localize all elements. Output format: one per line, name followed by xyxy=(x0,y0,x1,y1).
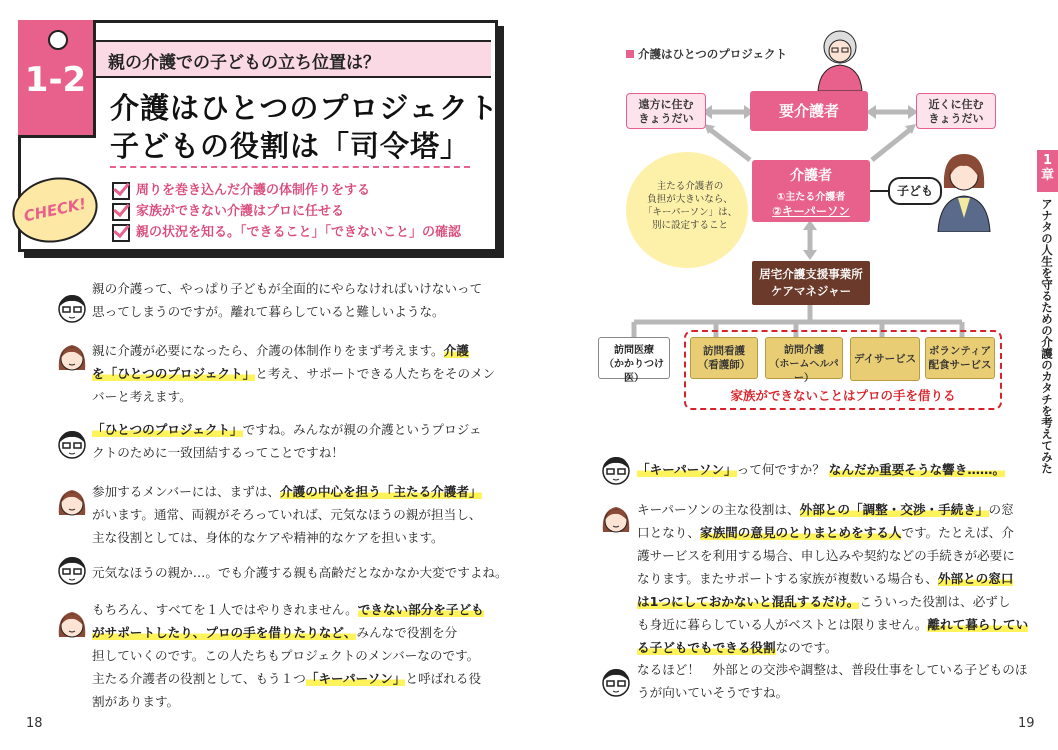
highlight-segment: 「キーパーソン」 xyxy=(305,671,406,686)
text-segment: と呼ばれる役 xyxy=(405,671,482,686)
text-segment: なります。またサポートする家族が複数いる場合も、 xyxy=(637,571,938,586)
checkbox-icon xyxy=(112,224,130,242)
check-item xyxy=(112,221,461,241)
dialogue-line: 護サービスを利用する場合、申し込みや契約などの手続きが必要に xyxy=(637,548,1015,563)
highlight-segment: 介護の中心を担う「主たる介護者」 xyxy=(280,484,482,499)
dialogue-line: クトのために一致団結するってことですね！ xyxy=(92,445,344,460)
chapter-side-tab: 1 章 xyxy=(1037,150,1058,192)
caregiver-role-2: ②キーパーソン xyxy=(772,204,850,218)
text-segment: こういった役割は、必ずし xyxy=(859,594,1011,609)
dialogue-line xyxy=(92,339,495,362)
check-item-text: 親の状況を知る。「できること」「できないこと」の確認 xyxy=(136,225,462,240)
dialogue-line: 親の介護って、やっぱり子どもが全面的にやらなければいけないって xyxy=(92,281,483,296)
text-segment: の窓 xyxy=(988,502,1014,517)
man-avatar-icon xyxy=(598,452,634,488)
highlight-segment: 外部との窓口 xyxy=(937,571,1014,586)
check-item xyxy=(112,200,344,220)
dialogue-line xyxy=(92,480,482,503)
text-segment: って何ですか？ xyxy=(736,462,825,477)
text-segment: みんなで役割を分 xyxy=(356,625,458,640)
tip-bubble-text: 主たる介護者の 負担が大きいなら、 「キーパーソン」は、 別に設定すること xyxy=(642,181,738,231)
man-avatar-icon xyxy=(54,552,90,588)
section-number: 1-2 xyxy=(24,60,87,100)
dialogue-line xyxy=(637,636,1028,659)
caregiver-role-1: ①主たる介護者 xyxy=(776,192,846,203)
woman-avatar-icon xyxy=(598,502,634,538)
dialogue-line xyxy=(637,521,1028,544)
dialogue-line: 割があります。 xyxy=(92,694,180,709)
dialogue-line: なるほど！ 外部との交渉や調整は、普段仕事をしている子どものほ xyxy=(637,662,1028,677)
woman-avatar-icon xyxy=(54,485,90,521)
highlight-segment: 「ひとつのプロジェクト」 xyxy=(92,422,243,437)
diagram-label-text: 介護はひとつのプロジェクト xyxy=(638,47,788,61)
checkbox-icon xyxy=(112,182,130,200)
dialogue-line: うが向いていそうですね。 xyxy=(637,685,789,700)
woman-avatar-icon xyxy=(54,607,90,643)
chapter-side-title: アナタの人生を守るための介護のカタチを考えてみた xyxy=(1040,198,1054,474)
dialogue-9 xyxy=(637,658,1027,704)
dialogue-line xyxy=(92,362,495,385)
check-badge: CHECK! xyxy=(6,170,103,250)
dialogue-2 xyxy=(92,339,495,408)
distant-sibling-box: 遠方に住む きょうだい xyxy=(626,93,706,129)
text-segment: 親に介護が必要になったら、介護の体制作りをまず考えます。 xyxy=(92,343,444,358)
dialogue-line xyxy=(637,567,1028,590)
highlight-segment: を「ひとつのプロジェクト」 xyxy=(92,366,256,381)
text-segment: キーパーソンの主な役割は、 xyxy=(637,502,800,517)
dialogue-line: 思ってしまうのですが。離れて暮らしていると難しいような。 xyxy=(92,304,445,319)
service-visiting-nurse: 訪問看護 （看護師） xyxy=(690,337,758,379)
dialogue-line xyxy=(92,418,482,441)
highlight-segment: 外部との「調整・交渉・手続き」 xyxy=(799,502,989,517)
service-volunteer-meal: ボランティア 配食サービス xyxy=(925,337,995,379)
dialogue-5 xyxy=(92,561,508,584)
man-avatar-icon xyxy=(54,426,90,462)
dialogue-line xyxy=(637,613,1028,636)
cared-person-box: 要介護者 xyxy=(750,91,868,131)
section-subtitle: 親の介護での子どもの立ち位置は？ xyxy=(108,53,380,73)
text-segment: も身近に暮らしている人がベストとは限りません。 xyxy=(637,617,928,632)
dialogue-line: バーと考えます。 xyxy=(92,389,192,404)
highlight-segment: 離れて暮らしてい xyxy=(927,617,1029,632)
man-avatar-icon xyxy=(54,290,90,326)
highlight-segment: は1つにしておかないと混乱するだけ。 xyxy=(637,594,860,609)
dialogue-4 xyxy=(92,480,482,549)
dialogue-6 xyxy=(92,598,484,713)
title-line-1: 介護はひとつのプロジェクト xyxy=(110,91,499,125)
highlight-segment: なんだか重要そうな響き……。 xyxy=(828,462,1006,477)
nearby-sibling-box: 近くに住む きょうだい xyxy=(916,93,996,129)
child-label: 子ども xyxy=(888,177,942,205)
highlight-segment: がサポートしたり、プロの手を借りたりなど、 xyxy=(92,625,357,640)
highlight-segment: できない部分を子ども xyxy=(357,602,484,617)
service-home-helper: 訪問介護 （ホームヘルパー） xyxy=(765,337,843,379)
care-manager-box: 居宅介護支援事業所 ケアマネジャー xyxy=(752,261,870,305)
dialogue-8 xyxy=(637,498,1028,659)
text-segment: 参加するメンバーには、まずは、 xyxy=(92,484,281,499)
tab-hole-icon xyxy=(48,30,68,50)
dialogue-line xyxy=(637,498,1028,521)
dialogue-7 xyxy=(637,458,1005,481)
text-segment: ですね。みんなが親の介護というプロジェ xyxy=(242,422,482,437)
dialogue-line xyxy=(92,598,484,621)
highlight-segment: 家族間の意見のとりまとめをする人 xyxy=(699,525,902,540)
chapter-tab xyxy=(18,20,96,138)
text-segment: なのです。 xyxy=(775,640,838,655)
text-segment: もちろん、すべてを１人ではやりきれません。 xyxy=(92,602,358,617)
checkbox-icon xyxy=(112,203,130,221)
check-item-text: 家族ができない介護はプロに任せる xyxy=(136,204,345,219)
dialogue-line: 元気なほうの親か…。でも介護する親も高齢だとなかなか大変ですよね。 xyxy=(92,565,508,580)
dialogue-line: 担していくのです。この人たちもプロジェクトのメンバーなのです。 xyxy=(92,648,480,663)
dialogue-line xyxy=(637,458,1005,481)
square-bullet-icon xyxy=(626,50,634,58)
connector-line xyxy=(870,190,890,192)
page-number-right: 19 xyxy=(1018,716,1035,731)
text-segment: 主たる介護者の役割として、もう１つ xyxy=(92,671,306,686)
dialogue-line: 主な役割としては、身体的なケアや精神的なケアを担います。 xyxy=(92,530,444,545)
pro-caption: 家族ができないことはプロの手を借りる xyxy=(730,388,956,403)
text-segment: 口となり、 xyxy=(637,525,700,540)
check-item-text: 周りを巻き込んだ介護の体制作りをする xyxy=(136,183,371,198)
text-segment: と考え、サポートできる人たちをそのメン xyxy=(255,366,496,381)
woman-avatar-icon xyxy=(54,340,90,376)
child-woman-icon xyxy=(934,148,994,232)
highlight-segment: 「キーパーソン」 xyxy=(637,462,737,477)
dialogue-3 xyxy=(92,418,482,464)
page-number-left: 18 xyxy=(26,716,43,731)
dialogue-line: がいます。通常、両親がそろっていれば、元気なほうの親が担当し、 xyxy=(92,507,482,522)
highlight-segment: る子どもでもできる役割 xyxy=(637,640,776,655)
service-home-doctor: 訪問医療 （かかりつけ医） xyxy=(598,337,670,379)
dialogue-line xyxy=(637,590,1028,613)
dialogue-1 xyxy=(92,277,482,323)
highlight-segment: 介護 xyxy=(443,343,469,358)
text-segment: です。たとえば、介 xyxy=(901,525,1014,540)
caregiver-title: 介護者 xyxy=(790,168,832,184)
check-item xyxy=(112,179,370,199)
caregiver-box xyxy=(752,160,870,222)
man-avatar-icon xyxy=(598,664,634,700)
title-line-2: 子どもの役割は「司令塔」 xyxy=(110,129,471,163)
service-day-service: デイサービス xyxy=(850,337,920,381)
dialogue-line xyxy=(92,667,484,690)
dashed-divider xyxy=(110,166,470,168)
elder-parent-icon xyxy=(810,25,870,91)
dialogue-line xyxy=(92,621,484,644)
